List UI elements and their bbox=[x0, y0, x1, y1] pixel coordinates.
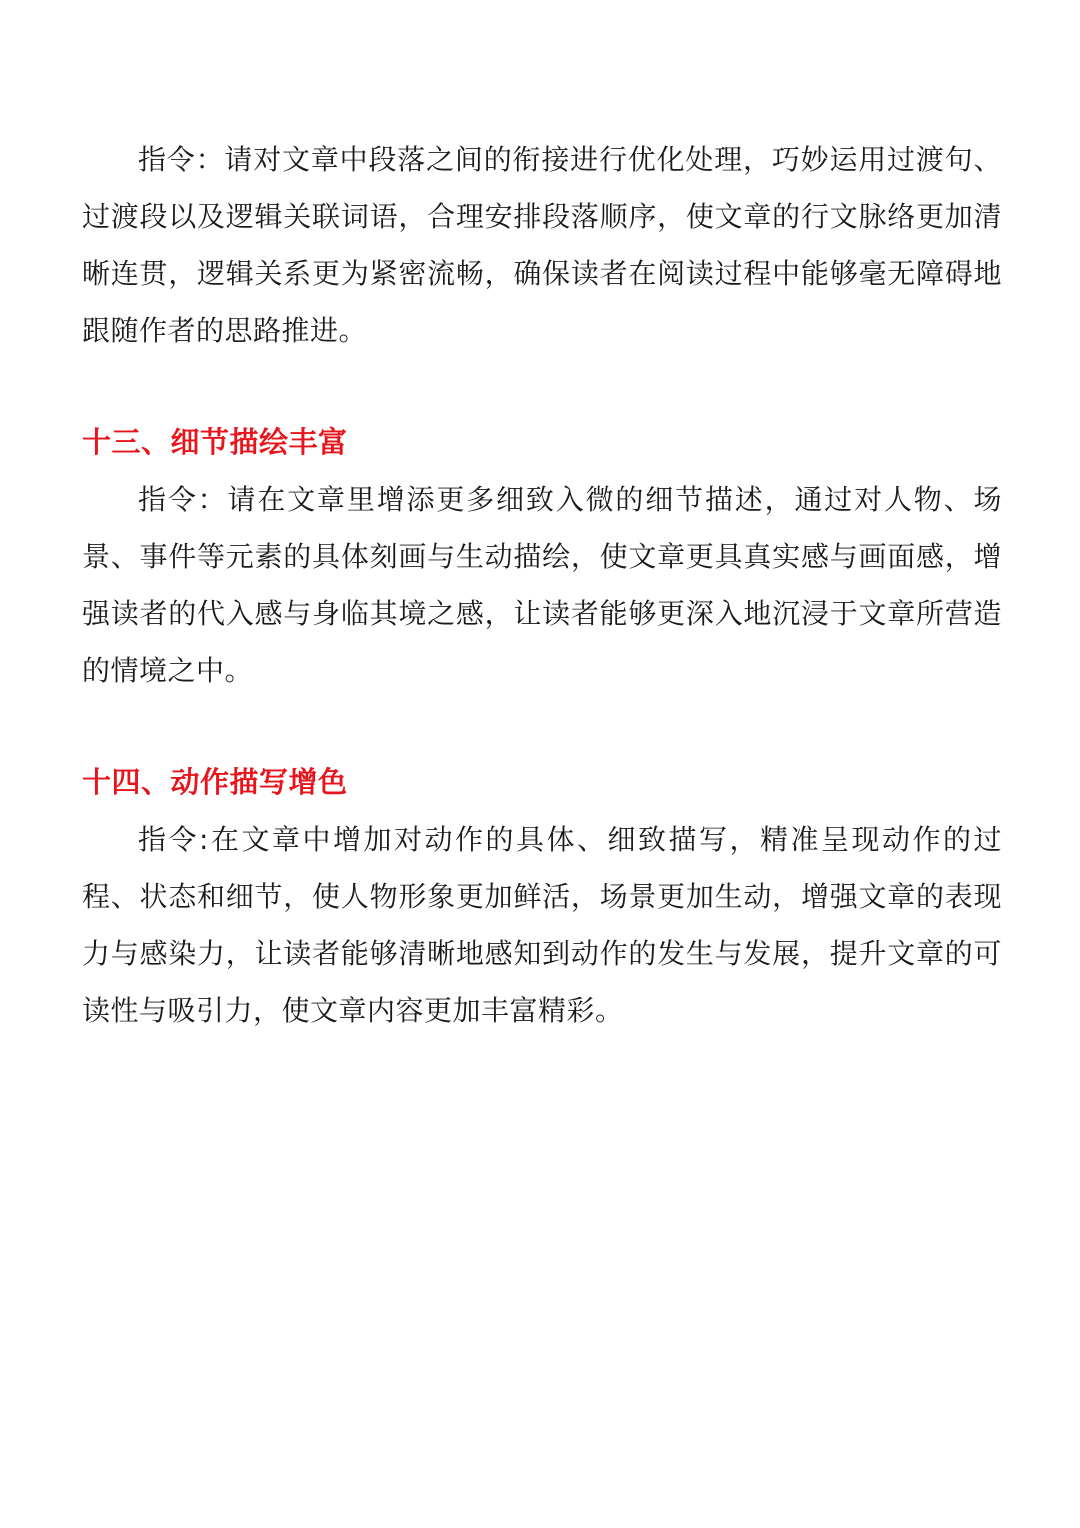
section-heading: 十四、动作描写增色 bbox=[82, 765, 348, 799]
section-action bbox=[82, 754, 1002, 1039]
section-heading: 十三、细节描绘丰富 bbox=[82, 425, 348, 459]
section-paragraph: 指令:在文章中增加对动作的具体、细致描写，精准呈现动作的过程、状态和细节，使人物形象更加鲜活，场景更加生动，增强文章的表现力与感染力，让读者能够清晰地感知到动作的发生与发展，提升文章的可读性与吸引力，使文章内容更加丰富精彩。 bbox=[82, 823, 1002, 1027]
section-transition bbox=[82, 131, 1002, 359]
section-detail bbox=[82, 414, 1002, 699]
section-paragraph: 指令：请在文章里增添更多细致入微的细节描述，通过对人物、场景、事件等元素的具体刻画与生动描绘，使文章更具真实感与画面感，增强读者的代入感与身临其境之感，让读者能够更深入地沉浸于文章所营造的情境之中。 bbox=[82, 483, 1002, 687]
section-paragraph: 指令：请对文章中段落之间的衔接进行优化处理，巧妙运用过渡句、过渡段以及逻辑关联词语，合理安排段落顺序，使文章的行文脉络更加清晰连贯，逻辑关系更为紧密流畅，确保读者在阅读过程中能够毫无障碍地跟随作者的思路推进。 bbox=[82, 143, 1002, 347]
